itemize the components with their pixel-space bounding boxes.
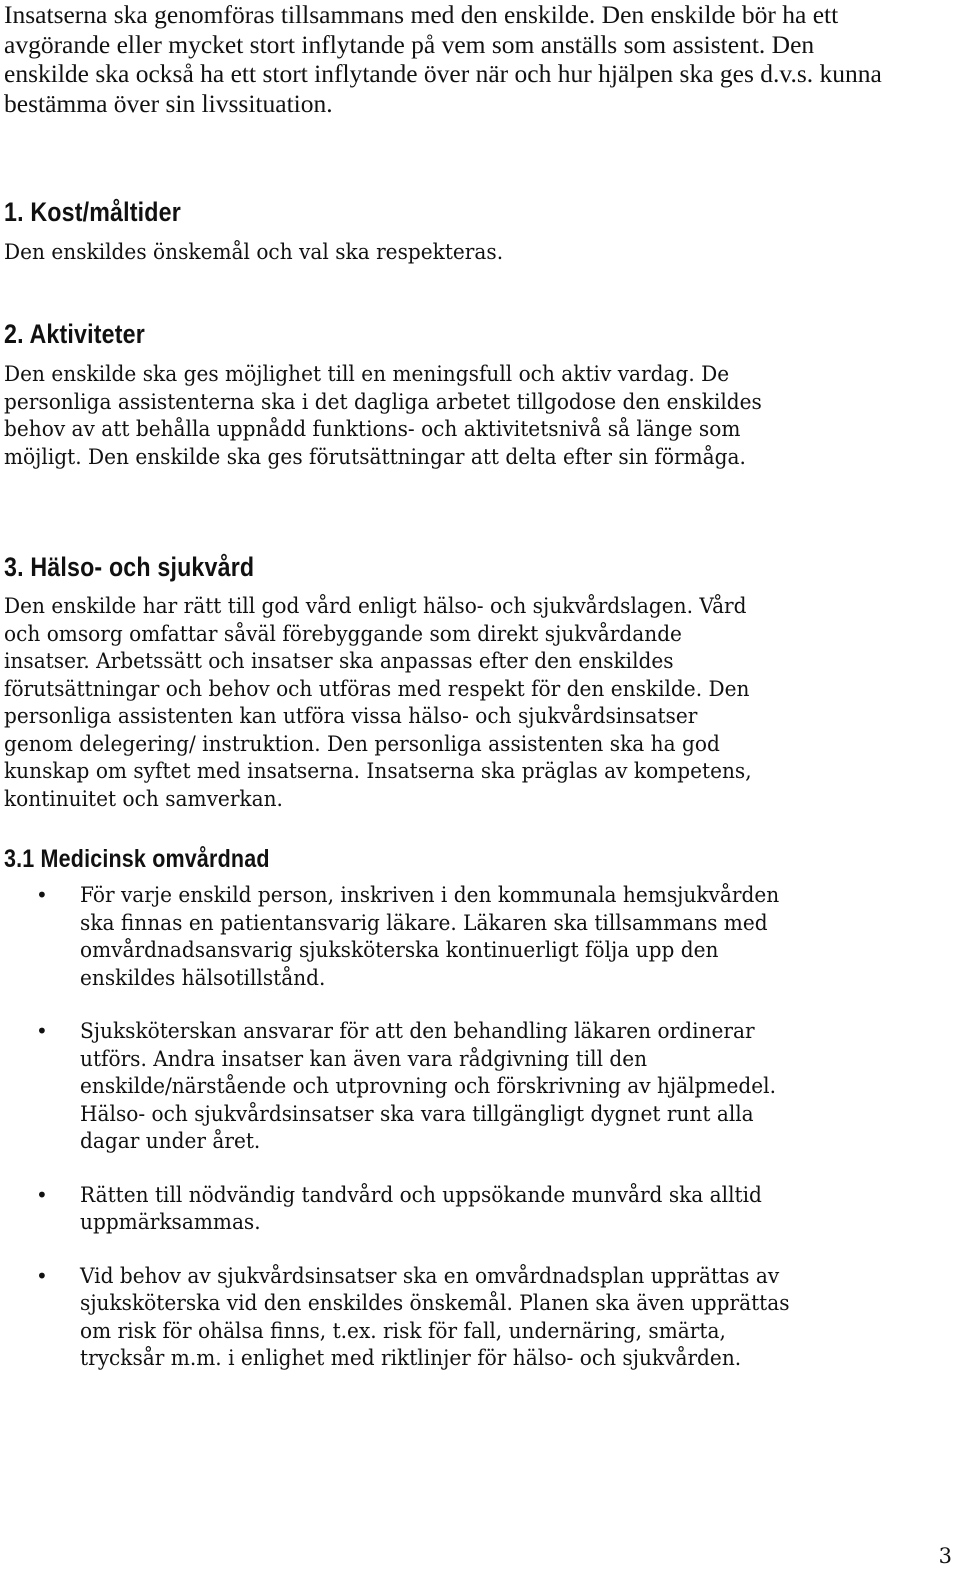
- list-item: [0, 882, 800, 992]
- section-heading-aktiviteter: 2. Aktiviteter: [4, 319, 145, 349]
- section-body-halso-sjukvard: Den enskilde har rätt till god vård enligt hälso- och sjukvårdslagen. Vård och omsorg omfattar såväl förebyggande som direkt sjukvårdande insatser. Arbetssätt och insatser ska anpassas efter den enskildes förutsättningar och behov och utföras med respekt för den enskilde. Den personliga assistenten kan utföra vissa hälso- och sjukvårdsinsatser genom delegering/ instruktion. Den personliga assistenten ska ha god kunskap om syftet med insatserna. Insatserna ska präglas av kompetens, kontinuitet och samverkan.: [4, 594, 752, 812]
- list-item: [0, 1182, 800, 1237]
- page-number: 3: [938, 1544, 952, 1568]
- section-body-aktiviteter: Den enskilde ska ges möjlighet till en meningsfull och aktiv vardag. De personliga assistenterna ska i det dagliga arbetet tillgodose den enskildes behov av att behålla uppnådd funktions- och aktivitetsnivå så länge som möjligt. Den enskilde ska ges förutsättningar att delta efter sin förmåga.: [4, 362, 762, 470]
- list-item-text: Rätten till nödvändig tandvård och uppsökande munvård ska alltid uppmärksammas.: [80, 1182, 762, 1235]
- subsection-heading-medicinsk-omvardnad: 3.1 Medicinsk omvårdnad: [4, 845, 270, 873]
- bullet-icon: •: [36, 1182, 48, 1207]
- bullet-icon: •: [36, 1019, 48, 1043]
- bullet-icon: •: [36, 883, 48, 907]
- list-item-text: Vid behov av sjukvårdsinsatser ska en omvårdnadsplan upprättas av sjuksköterska vid den enskildes önskemål. Planen ska även upprättas om risk för ohälsa finns, t.ex. risk för fall, undernäring, smärta, trycksår m.m. i enlighet med riktlinjer för hälso- och sjukvården.: [80, 1263, 790, 1371]
- intro-paragraph: Insatserna ska genomföras tillsammans med den enskilde. Den enskilde bör ha ett avgörande eller mycket stort inflytande på vem som anställs som assistent. Den enskilde ska också ha ett stort inflytande över när och hur hjälpen ska ges d.v.s. kunna bestämma över sin livssituation.: [4, 0, 882, 118]
- list-item: [0, 1018, 800, 1156]
- section-body-kost: Den enskildes önskemål och val ska respekteras.: [4, 240, 504, 265]
- list-item-text: För varje enskild person, inskriven i den kommunala hemsjukvården ska finnas en patientansvarig läkare. Läkaren ska tillsammans med omvårdnadsansvarig sjuksköterska kontinuerligt följa upp den enskildes hälsotillstånd.: [80, 883, 780, 991]
- list-item-text: Sjuksköterskan ansvarar för att den behandling läkaren ordinerar utförs. Andra insatser kan även vara rådgivning till den enskilde/närstående och utprovning och förskrivning av hjälpmedel. Hälso- och sjukvårdsinsatser ska vara tillgängligt dygnet runt alla dagar under året.: [80, 1019, 776, 1154]
- list-item: [0, 1263, 800, 1373]
- bullet-icon: •: [36, 1263, 48, 1288]
- bullet-list-medicinsk-omvardnad: [0, 882, 960, 1373]
- section-heading-kost: 1. Kost/måltider: [4, 197, 181, 227]
- section-heading-halso-sjukvard: 3. Hälso- och sjukvård: [4, 552, 255, 582]
